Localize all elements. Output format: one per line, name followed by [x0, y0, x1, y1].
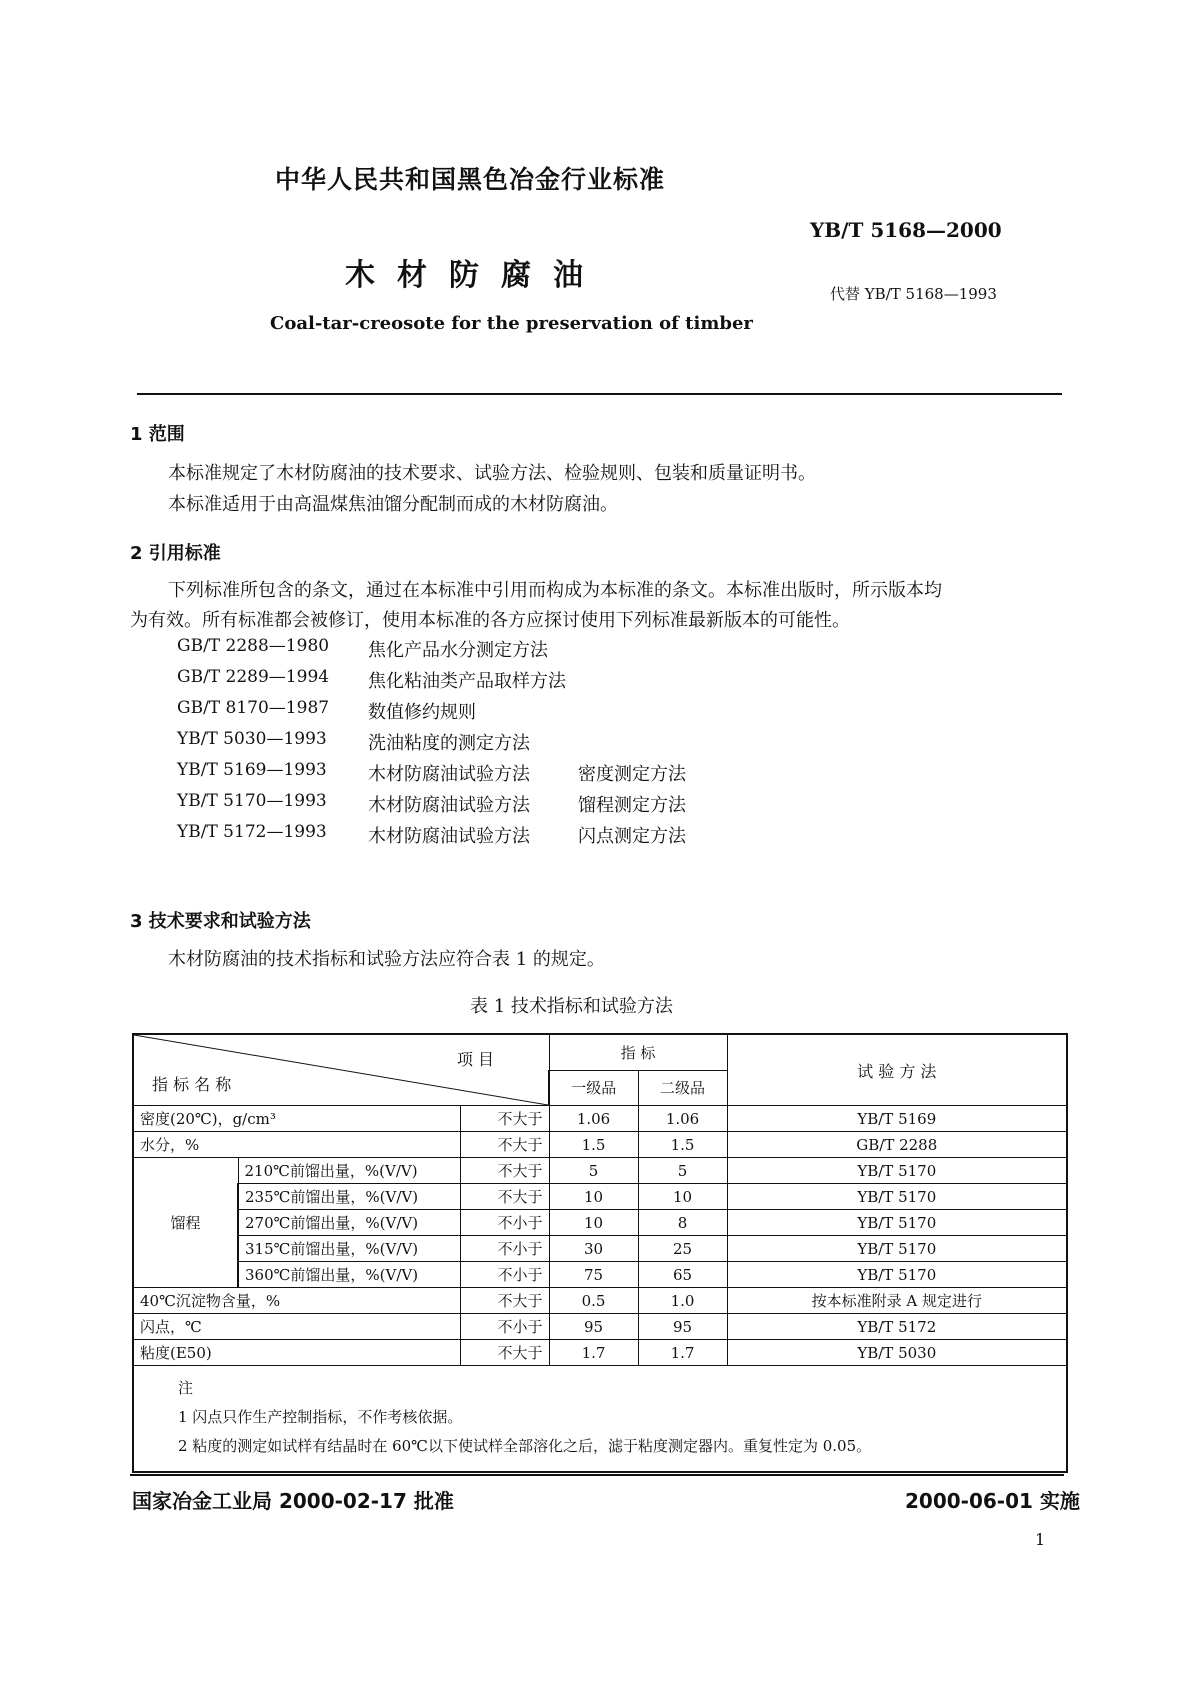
row-condition: 不大于: [460, 1340, 549, 1366]
row-name: 210℃前馏出量，%(V/V): [238, 1158, 460, 1184]
issuing-authority: 中华人民共和国黑色冶金行业标准: [275, 165, 666, 194]
distillation-group-label: 馏程: [133, 1158, 238, 1288]
table-header-row: [133, 1034, 1067, 1070]
row-grade2: 1.06: [638, 1106, 727, 1132]
header-index-label: 指 标: [549, 1034, 727, 1070]
reference-title: 焦化产品水分测定方法: [368, 640, 548, 661]
row-grade2: 1.7: [638, 1340, 727, 1366]
row-method: YB/T 5170: [727, 1236, 1067, 1262]
row-grade1: 10: [549, 1184, 638, 1210]
table-row: [133, 1340, 1067, 1366]
section-3-paragraph: 木材防腐油的技术指标和试验方法应符合表 1 的规定。: [168, 949, 605, 970]
table-notes: [133, 1366, 1067, 1473]
replaces-standard: 代替 YB/T 5168—1993: [830, 285, 997, 303]
row-grade1: 30: [549, 1236, 638, 1262]
reference-title: 木材防腐油试验方法: [368, 826, 530, 847]
row-method: YB/T 5170: [727, 1262, 1067, 1288]
row-name: 360℃前馏出量，%(V/V): [238, 1262, 460, 1288]
row-name: 235℃前馏出量，%(V/V): [238, 1184, 460, 1210]
row-method: 按本标准附录 A 规定进行: [727, 1288, 1067, 1314]
row-name: 闪点，℃: [133, 1314, 460, 1340]
diagonal-header-cell: [133, 1034, 549, 1106]
row-name: 40℃沉淀物含量，%: [133, 1288, 460, 1314]
table-row: [133, 1288, 1067, 1314]
reference-item: [0, 636, 1191, 667]
row-condition: 不小于: [460, 1236, 549, 1262]
reference-item: [0, 822, 1191, 853]
header-item-label: 项 目: [456, 1050, 495, 1069]
row-condition: 不小于: [460, 1210, 549, 1236]
row-grade2: 25: [638, 1236, 727, 1262]
reference-code: GB/T 2288—1980: [177, 636, 330, 656]
row-method: YB/T 5169: [727, 1106, 1067, 1132]
table-row: [133, 1262, 1067, 1288]
reference-item: [0, 791, 1191, 822]
table-notes-row: [133, 1366, 1067, 1473]
row-name: 315℃前馏出量，%(V/V): [238, 1236, 460, 1262]
row-name: 粘度(E50): [133, 1340, 460, 1366]
reference-code: YB/T 5169—1993: [177, 760, 327, 780]
row-grade2: 1.0: [638, 1288, 727, 1314]
english-title: Coal-tar-creosote for the preservation of timber: [270, 313, 753, 334]
row-grade1: 75: [549, 1262, 638, 1288]
reference-title: 焦化粘油类产品取样方法: [368, 671, 566, 692]
reference-code: YB/T 5170—1993: [177, 791, 327, 811]
approval-date: 国家冶金工业局 2000-02-17 批准: [132, 1489, 454, 1513]
section-2-heading: 2 引用标准: [130, 543, 221, 564]
row-grade2: 8: [638, 1210, 727, 1236]
effective-date: 2000-06-01 实施: [905, 1489, 1080, 1513]
standard-number: YB/T 5168—2000: [810, 218, 1002, 242]
row-method: YB/T 5030: [727, 1340, 1067, 1366]
reference-code: GB/T 8170—1987: [177, 698, 330, 718]
row-grade1: 5: [549, 1158, 638, 1184]
table-row: [133, 1210, 1067, 1236]
reference-item: [0, 698, 1191, 729]
reference-subtitle: 闪点测定方法: [578, 826, 686, 847]
row-condition: 不小于: [460, 1262, 549, 1288]
section-1-paragraph-2: 本标准适用于由高温煤焦油馏分配制而成的木材防腐油。: [168, 494, 618, 515]
row-condition: 不大于: [460, 1158, 549, 1184]
row-grade2: 95: [638, 1314, 727, 1340]
row-grade1: 10: [549, 1210, 638, 1236]
reference-title: 木材防腐油试验方法: [368, 764, 530, 785]
reference-title: 数值修约规则: [368, 702, 476, 723]
note-2: 2 粘度的测定如试样有结晶时在 60℃以下使试样全部溶化之后，滤于粘度测定器内。重复性定为 0.05。: [178, 1437, 872, 1455]
row-grade1: 1.5: [549, 1132, 638, 1158]
note-1: 1 闪点只作生产控制指标，不作考核依据。: [178, 1408, 463, 1426]
reference-item: [0, 760, 1191, 791]
row-grade2: 65: [638, 1262, 727, 1288]
reference-title: 洗油粘度的测定方法: [368, 733, 530, 754]
section-3-heading: 3 技术要求和试验方法: [130, 911, 311, 932]
document-title: 木材防腐油: [345, 258, 605, 293]
reference-subtitle: 馏程测定方法: [578, 795, 686, 816]
section-2-paragraph-line-2: 为有效。所有标准都会被修订，使用本标准的各方应探讨使用下列标准最新版本的可能性。: [130, 610, 850, 631]
row-name: 密度(20℃)，g/cm³: [133, 1106, 460, 1132]
row-grade2: 5: [638, 1158, 727, 1184]
row-condition: 不大于: [460, 1106, 549, 1132]
table-row: [133, 1236, 1067, 1262]
reference-title: 木材防腐油试验方法: [368, 795, 530, 816]
table-row: [133, 1158, 1067, 1184]
reference-item: [0, 667, 1191, 698]
header-grade2: 二级品: [638, 1070, 727, 1106]
reference-item: [0, 729, 1191, 760]
table-row: [133, 1314, 1067, 1340]
reference-subtitle: 密度测定方法: [578, 764, 686, 785]
page-number: 1: [1035, 1530, 1046, 1549]
row-grade1: 95: [549, 1314, 638, 1340]
footer-divider: [130, 1474, 1064, 1476]
row-name: 水分，%: [133, 1132, 460, 1158]
row-grade1: 1.06: [549, 1106, 638, 1132]
row-method: YB/T 5170: [727, 1158, 1067, 1184]
row-method: GB/T 2288: [727, 1132, 1067, 1158]
row-method: YB/T 5172: [727, 1314, 1067, 1340]
spec-table: [132, 1033, 1068, 1473]
row-condition: 不小于: [460, 1314, 549, 1340]
row-name: 270℃前馏出量，%(V/V): [238, 1210, 460, 1236]
section-1-paragraph-1: 本标准规定了木材防腐油的技术要求、试验方法、检验规则、包装和质量证明书。: [168, 463, 816, 484]
section-1-heading: 1 范围: [130, 424, 185, 445]
header-method-label: 试 验 方 法: [727, 1034, 1067, 1106]
table-caption: 表 1 技术指标和试验方法: [470, 996, 673, 1017]
row-condition: 不大于: [460, 1132, 549, 1158]
reference-code: GB/T 2289—1994: [177, 667, 330, 687]
reference-code: YB/T 5030—1993: [177, 729, 327, 749]
row-grade1: 1.7: [549, 1340, 638, 1366]
row-grade2: 10: [638, 1184, 727, 1210]
row-grade2: 1.5: [638, 1132, 727, 1158]
header-divider: [137, 393, 1062, 395]
table-row: [133, 1106, 1067, 1132]
row-grade1: 0.5: [549, 1288, 638, 1314]
reference-code: YB/T 5172—1993: [177, 822, 327, 842]
table-row: [133, 1132, 1067, 1158]
section-2-paragraph-line-1: 下列标准所包含的条文，通过在本标准中引用而构成为本标准的条文。本标准出版时，所示版本均: [168, 580, 942, 601]
row-condition: 不大于: [460, 1184, 549, 1210]
row-method: YB/T 5170: [727, 1210, 1067, 1236]
header-grade1: 一级品: [549, 1070, 638, 1106]
row-method: YB/T 5170: [727, 1184, 1067, 1210]
header-name-label: 指 标 名 称: [152, 1075, 232, 1094]
table-row: [133, 1184, 1067, 1210]
notes-title: 注: [178, 1379, 194, 1397]
row-condition: 不大于: [460, 1288, 549, 1314]
